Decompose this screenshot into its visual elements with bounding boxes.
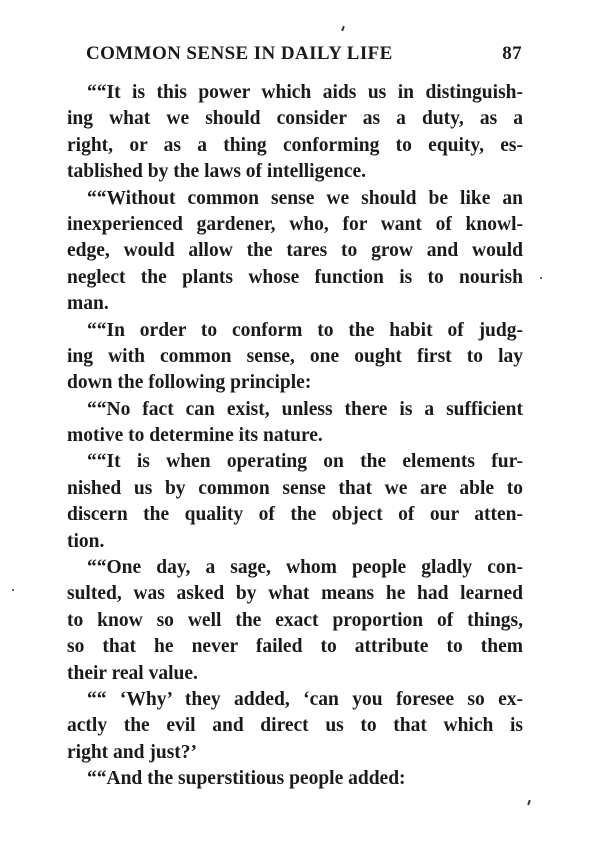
text-line: discern the quality of the object of our atten- [67,504,523,526]
text-line: down the following principle: [67,372,312,394]
text-line: ““It is when operating on the elements fur- [87,451,523,473]
text-line: ““In order to conform to the habit of judg- [87,319,523,341]
scan-speck [341,26,345,31]
text-line: actly the evil and direct us to that which is [67,715,523,737]
text-line: right, or as a thing conforming to equity, es- [67,134,523,156]
text-line: ““Without common sense we should be like an [87,187,523,209]
text-line: sulted, was asked by what means he had learned [67,583,523,605]
text-line: right and just?’ [67,741,198,763]
running-header [86,43,522,65]
text-line: motive to determine its nature. [67,425,323,447]
text-line: neglect the plants whose function is to nourish [67,266,523,288]
text-line: ““ ‘Why’ they added, ‘can you foresee so ex- [87,688,523,710]
page-body [67,80,523,793]
text-line: inexperienced gardener, who, for want of knowl- [67,213,523,235]
text-line: their real value. [67,662,198,684]
text-line: ““No fact can exist, unless there is a sufficient [87,398,523,420]
text-line: edge, would allow the tares to grow and would [67,240,523,262]
scan-speck [540,277,542,279]
scan-speck [12,589,14,591]
page-number: 87 [502,43,522,64]
text-line: ing with common sense, one ought first to lay [67,345,523,367]
text-line: ““And the superstitious people added: [87,768,406,790]
running-title: COMMON SENSE IN DAILY LIFE [86,43,393,64]
text-line: so that he never failed to attribute to them [67,636,523,658]
text-line: man. [67,293,109,315]
text-line: tion. [67,530,105,552]
text-line: ““It is this power which aids us in distinguish- [87,82,523,103]
text-line: tablished by the laws of intelligence. [67,161,367,183]
scan-speck [527,800,531,805]
text-line: ing what we should consider as a duty, as a [67,108,523,130]
text-line: ““One day, a sage, whom people gladly con- [87,557,523,579]
text-line: nished us by common sense that we are able to [67,477,523,499]
text-line: to know so well the exact proportion of things, [67,609,523,631]
